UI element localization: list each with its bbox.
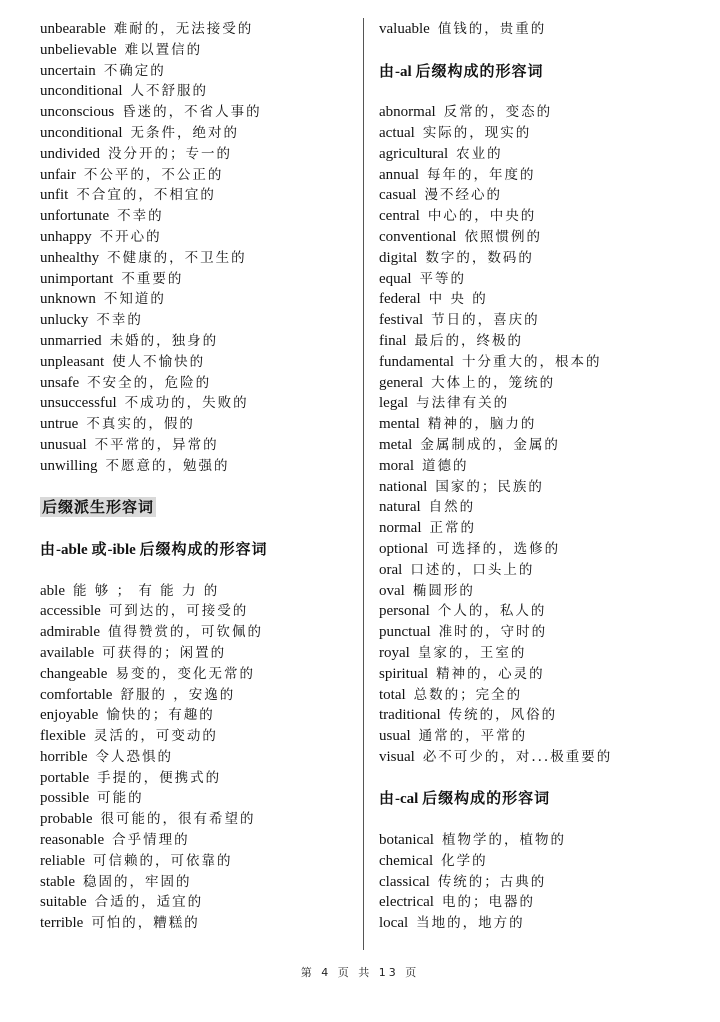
entry-word: flexible <box>40 728 86 745</box>
entry-word: natural <box>379 499 421 516</box>
vocab-entry <box>40 310 358 331</box>
entry-word: unmarried <box>40 332 102 349</box>
entry-definition: 不健康的，不卫生的 <box>107 249 247 266</box>
entry-word: personal <box>379 603 430 620</box>
entry-definition: 实际的，现实的 <box>422 124 532 141</box>
entry-definition: 可信赖的，可依靠的 <box>92 852 233 869</box>
vocab-entry <box>40 726 358 747</box>
entry-word: unbearable <box>40 21 106 37</box>
vocab-entry <box>379 539 699 560</box>
entry-definition: 未婚的，独身的 <box>109 332 219 349</box>
vocab-entry <box>379 747 699 768</box>
vocab-entry <box>40 123 358 144</box>
entry-definition: 不合宜的，不相宜的 <box>76 187 216 204</box>
vocab-entry <box>40 809 358 830</box>
entry-definition: 不知道的 <box>103 291 166 308</box>
entry-word: portable <box>40 769 90 786</box>
entry-word: final <box>379 332 407 349</box>
vocab-entry <box>40 248 358 269</box>
cal-suffix-entry-list <box>379 830 699 934</box>
entry-definition: 可获得的；闲置的 <box>102 644 227 661</box>
entry-word: spiritual <box>379 665 429 682</box>
entry-word: fundamental <box>379 353 454 370</box>
entry-definition: 大体上的，笼统的 <box>431 374 556 391</box>
vocab-entry <box>40 705 358 726</box>
entry-word: unhappy <box>40 228 92 245</box>
entry-word: unsuccessful <box>40 395 117 412</box>
entry-definition: 不幸的 <box>117 208 164 225</box>
entry-word: unconscious <box>40 104 115 121</box>
vocab-entry <box>379 393 699 414</box>
entry-word: mental <box>379 416 420 433</box>
vocab-entry <box>40 685 358 706</box>
vocab-entry <box>379 123 699 144</box>
entry-definition: 植物学的，植物的 <box>441 832 566 849</box>
vocab-entry <box>40 747 358 768</box>
entry-word: undivided <box>40 145 100 162</box>
entry-definition: 能 够 ； 有 能 力 的 <box>72 582 220 599</box>
entry-definition: 不公平的，不公正的 <box>83 166 224 183</box>
vocab-entry <box>379 581 699 602</box>
entry-word: central <box>379 208 420 225</box>
vocab-entry <box>40 289 358 310</box>
entry-definition: 舒服的 ，安逸的 <box>120 686 236 703</box>
vocab-entry <box>379 497 699 518</box>
vocab-entry <box>40 581 358 602</box>
vocab-entry <box>379 19 699 40</box>
vocab-entry <box>379 664 699 685</box>
vocab-entry <box>379 185 699 206</box>
entry-definition: 不平常的，异常的 <box>94 436 219 453</box>
entry-definition: 总数的；完全的 <box>413 686 523 703</box>
vocab-entry <box>40 269 358 290</box>
cal-suffix-heading: 由-cal 后缀构成的形容词 <box>379 789 551 808</box>
entry-word: usual <box>379 728 411 745</box>
entry-word: uncertain <box>40 62 96 79</box>
vocab-entry <box>379 102 699 123</box>
vocab-entry <box>40 61 358 82</box>
entry-definition: 精神的，脑力的 <box>427 416 537 433</box>
vocab-entry <box>40 913 358 934</box>
vocab-entry <box>379 872 699 893</box>
entry-word: chemical <box>379 852 434 869</box>
entry-definition: 不开心的 <box>99 228 162 245</box>
entry-word: probable <box>40 811 93 828</box>
vocab-entry <box>40 227 358 248</box>
vocab-entry <box>379 435 699 456</box>
entry-word: accessible <box>40 603 101 620</box>
entry-word: unconditional <box>40 83 123 100</box>
entry-definition: 每年的，年度的 <box>426 166 536 183</box>
vocab-entry <box>40 165 358 186</box>
entry-word: moral <box>379 457 414 474</box>
vocab-entry <box>379 601 699 622</box>
entry-definition: 不幸的 <box>96 312 143 329</box>
entry-definition: 令人恐惧的 <box>95 748 173 765</box>
entry-word: federal <box>379 291 421 308</box>
entry-word: visual <box>379 748 415 765</box>
entry-definition: 可到达的，可接受的 <box>108 603 249 620</box>
entry-definition: 合适的，适宜的 <box>94 894 204 911</box>
entry-definition: 数字的，数码的 <box>425 249 534 266</box>
entry-word: conventional <box>379 228 457 245</box>
entry-word: traditional <box>379 707 441 724</box>
entry-definition: 正常的 <box>429 520 476 537</box>
entry-word: reliable <box>40 852 85 869</box>
entry-definition: 昏迷的，不省人事的 <box>122 104 262 121</box>
entry-definition: 口述的，口头上的 <box>410 561 535 578</box>
entry-word: optional <box>379 540 429 557</box>
entry-word: unlucky <box>40 312 89 329</box>
vocab-entry <box>40 102 358 123</box>
entry-definition: 化学的 <box>441 852 488 869</box>
vocab-entry <box>379 248 699 269</box>
spacer <box>40 477 358 498</box>
vocab-entry <box>40 768 358 789</box>
entry-definition: 难耐的，无法接受的 <box>113 21 254 37</box>
vocab-entry <box>40 664 358 685</box>
vocab-entry <box>379 289 699 310</box>
entry-definition: 使人不愉快的 <box>112 353 206 370</box>
entry-definition: 易变的，变化无常的 <box>115 665 255 682</box>
entry-word: agricultural <box>379 145 449 162</box>
entry-word: valuable <box>379 21 430 37</box>
entry-word: horrible <box>40 748 88 765</box>
entry-word: legal <box>379 395 409 412</box>
vocab-entry <box>379 144 699 165</box>
vocab-entry <box>40 19 358 40</box>
entry-definition: 依照惯例的 <box>464 228 542 245</box>
entry-word: unsafe <box>40 374 80 391</box>
entry-definition: 个人的，私人的 <box>437 603 547 620</box>
un-prefix-entry-list <box>40 19 358 477</box>
entry-definition: 中心的，中央的 <box>427 208 537 225</box>
entry-word: metal <box>379 436 413 453</box>
entry-word: unfortunate <box>40 208 110 225</box>
vocab-entry <box>40 643 358 664</box>
vocab-entry <box>379 851 699 872</box>
entry-definition: 十分重大的，根本的 <box>461 353 602 370</box>
entry-word: total <box>379 686 406 703</box>
entry-definition: 可选择的，选修的 <box>436 540 561 557</box>
vocab-entry <box>379 913 699 934</box>
vocab-entry <box>40 788 358 809</box>
vocab-entry <box>40 622 358 643</box>
vocab-entry <box>379 518 699 539</box>
spacer <box>379 809 699 830</box>
entry-definition: 值钱的，贵重的 <box>437 21 547 37</box>
entry-definition: 农业的 <box>456 145 503 162</box>
entry-definition: 当地的，地方的 <box>416 915 525 932</box>
al-suffix-entry-list <box>379 102 699 768</box>
vocab-entry <box>40 40 358 61</box>
entry-definition: 电的；电器的 <box>441 894 535 911</box>
entry-definition: 难以置信的 <box>124 41 203 58</box>
able-ible-heading: 由-able 或-ible 后缀构成的形容词 <box>40 539 268 558</box>
entry-word: oral <box>379 561 403 578</box>
entry-definition: 值得赞赏的，可钦佩的 <box>107 624 263 641</box>
vocab-entry <box>379 227 699 248</box>
vocab-entry <box>379 892 699 913</box>
entry-definition: 可能的 <box>97 790 144 807</box>
entry-definition: 不成功的，失败的 <box>124 395 249 412</box>
entry-definition: 不愿意的，勉强的 <box>105 457 230 474</box>
entry-definition: 金属制成的，金属的 <box>420 436 560 453</box>
entry-definition: 人不舒服的 <box>130 83 208 100</box>
vocab-entry <box>379 726 699 747</box>
vocab-entry <box>379 685 699 706</box>
vocab-entry <box>379 352 699 373</box>
able-suffix-entry-list <box>40 581 358 935</box>
entry-word: unusual <box>40 436 87 453</box>
spacer <box>379 40 699 61</box>
entry-word: electrical <box>379 894 434 911</box>
entry-word: unfit <box>40 187 69 204</box>
entry-definition: 节日的，喜庆的 <box>431 312 540 329</box>
entry-word: possible <box>40 790 90 807</box>
entry-word: festival <box>379 312 424 329</box>
entry-word: local <box>379 915 409 932</box>
entry-word: unconditional <box>40 124 123 141</box>
vocab-entry <box>379 477 699 498</box>
right-column <box>379 19 699 934</box>
entry-word: available <box>40 644 95 661</box>
vocab-entry <box>379 414 699 435</box>
spacer <box>40 518 358 539</box>
entry-word: digital <box>379 249 418 266</box>
entry-definition: 不确定的 <box>103 62 166 79</box>
vocab-entry <box>40 352 358 373</box>
entry-word: unhealthy <box>40 249 100 266</box>
vocab-entry <box>40 144 358 165</box>
vocab-entry <box>379 456 699 477</box>
entry-word: equal <box>379 270 412 287</box>
entry-word: reasonable <box>40 832 105 849</box>
entry-definition: 传统的；古典的 <box>437 873 547 890</box>
entry-word: abnormal <box>379 104 436 121</box>
entry-word: unknown <box>40 291 96 308</box>
vocab-entry <box>40 456 358 477</box>
vocab-entry <box>379 643 699 664</box>
spacer <box>379 768 699 789</box>
left-column <box>40 19 358 934</box>
entry-definition: 平等的 <box>419 270 466 287</box>
entry-definition: 无条件，绝对的 <box>130 124 239 141</box>
entry-word: botanical <box>379 832 434 849</box>
vocab-entry <box>379 830 699 851</box>
entry-definition: 国家的；民族的 <box>435 478 544 495</box>
entry-definition: 漫不经心的 <box>424 187 502 204</box>
spacer <box>379 81 699 102</box>
entry-word: oval <box>379 582 405 599</box>
entry-word: annual <box>379 166 419 183</box>
entry-definition: 最后的，终极的 <box>414 332 523 349</box>
entry-word: admirable <box>40 624 100 641</box>
entry-word: normal <box>379 520 422 537</box>
vocab-entry <box>379 269 699 290</box>
vocab-entry <box>379 331 699 352</box>
vocab-entry <box>40 830 358 851</box>
entry-word: unimportant <box>40 270 114 287</box>
entry-word: unpleasant <box>40 353 105 370</box>
entry-word: national <box>379 478 428 495</box>
section-title-row <box>40 497 358 518</box>
vocab-entry <box>379 705 699 726</box>
entry-definition: 不重要的 <box>121 270 184 287</box>
entry-word: unwilling <box>40 457 98 474</box>
entry-definition: 必不可少的，对...极重要的 <box>422 748 613 765</box>
entry-definition: 灵活的，可变动的 <box>93 728 218 745</box>
entry-word: classical <box>379 873 430 890</box>
section-title-highlighted: 后缀派生形容词 <box>42 498 155 517</box>
column-divider <box>363 18 364 950</box>
vocab-entry <box>40 435 358 456</box>
entry-word: actual <box>379 124 415 141</box>
entry-word: unfair <box>40 166 76 183</box>
al-suffix-heading: 由-al 后缀构成的形容词 <box>379 61 544 80</box>
entry-word: untrue <box>40 416 79 433</box>
entry-word: terrible <box>40 915 84 932</box>
vocab-entry <box>40 601 358 622</box>
vocab-entry <box>40 81 358 102</box>
entry-definition: 准时的，守时的 <box>438 624 548 641</box>
entry-word: changeable <box>40 665 108 682</box>
entry-word: punctual <box>379 624 431 641</box>
entry-definition: 很可能的，很有希望的 <box>100 811 256 828</box>
entry-definition: 不真实的，假的 <box>86 416 195 433</box>
vocab-entry <box>40 872 358 893</box>
spacer <box>40 560 358 581</box>
vocab-entry <box>40 206 358 227</box>
vocab-entry <box>40 414 358 435</box>
entry-definition: 与法律有关的 <box>416 395 510 412</box>
vocab-entry <box>379 310 699 331</box>
vocab-entry <box>40 185 358 206</box>
vocab-entry <box>40 373 358 394</box>
entry-definition: 不安全的，危险的 <box>87 374 212 391</box>
entry-word: enjoyable <box>40 707 99 724</box>
entry-definition: 反常的，变态的 <box>443 104 553 121</box>
entry-definition: 手提的，便携式的 <box>97 769 222 786</box>
vocab-entry <box>40 331 358 352</box>
entry-definition: 精神的，心灵的 <box>436 665 545 682</box>
entry-definition: 道德的 <box>422 457 469 474</box>
vocab-entry <box>40 892 358 913</box>
entry-definition: 稳固的，牢固的 <box>83 873 192 890</box>
entry-definition: 通常的，平常的 <box>418 728 528 745</box>
vocab-entry <box>379 560 699 581</box>
entry-word: royal <box>379 644 410 661</box>
entry-definition: 合乎情理的 <box>112 832 190 849</box>
entry-definition: 愉快的；有趣的 <box>106 707 215 724</box>
entry-word: casual <box>379 187 417 204</box>
page-number-footer: 第 4 页 共 13 页 <box>300 966 420 979</box>
entry-word: able <box>40 582 65 599</box>
vocab-entry <box>40 851 358 872</box>
entry-definition: 传统的，风俗的 <box>448 707 558 724</box>
entry-definition: 皇家的，王室的 <box>417 644 527 661</box>
vocab-entry <box>379 206 699 227</box>
entry-word: general <box>379 374 424 391</box>
entry-word: suitable <box>40 894 87 911</box>
vocab-entry <box>40 393 358 414</box>
entry-definition: 中 央 的 <box>428 291 488 308</box>
vocab-entry <box>379 622 699 643</box>
entry-word: unbelievable <box>40 41 117 58</box>
entry-word: stable <box>40 873 75 890</box>
entry-word: comfortable <box>40 686 113 703</box>
entry-definition: 可怕的，糟糕的 <box>91 915 200 932</box>
vocab-entry <box>379 373 699 394</box>
vocab-entry <box>379 165 699 186</box>
entry-definition: 没分开的；专一的 <box>108 145 232 162</box>
entry-definition: 自然的 <box>428 499 476 516</box>
entry-definition: 椭圆形的 <box>412 582 475 599</box>
